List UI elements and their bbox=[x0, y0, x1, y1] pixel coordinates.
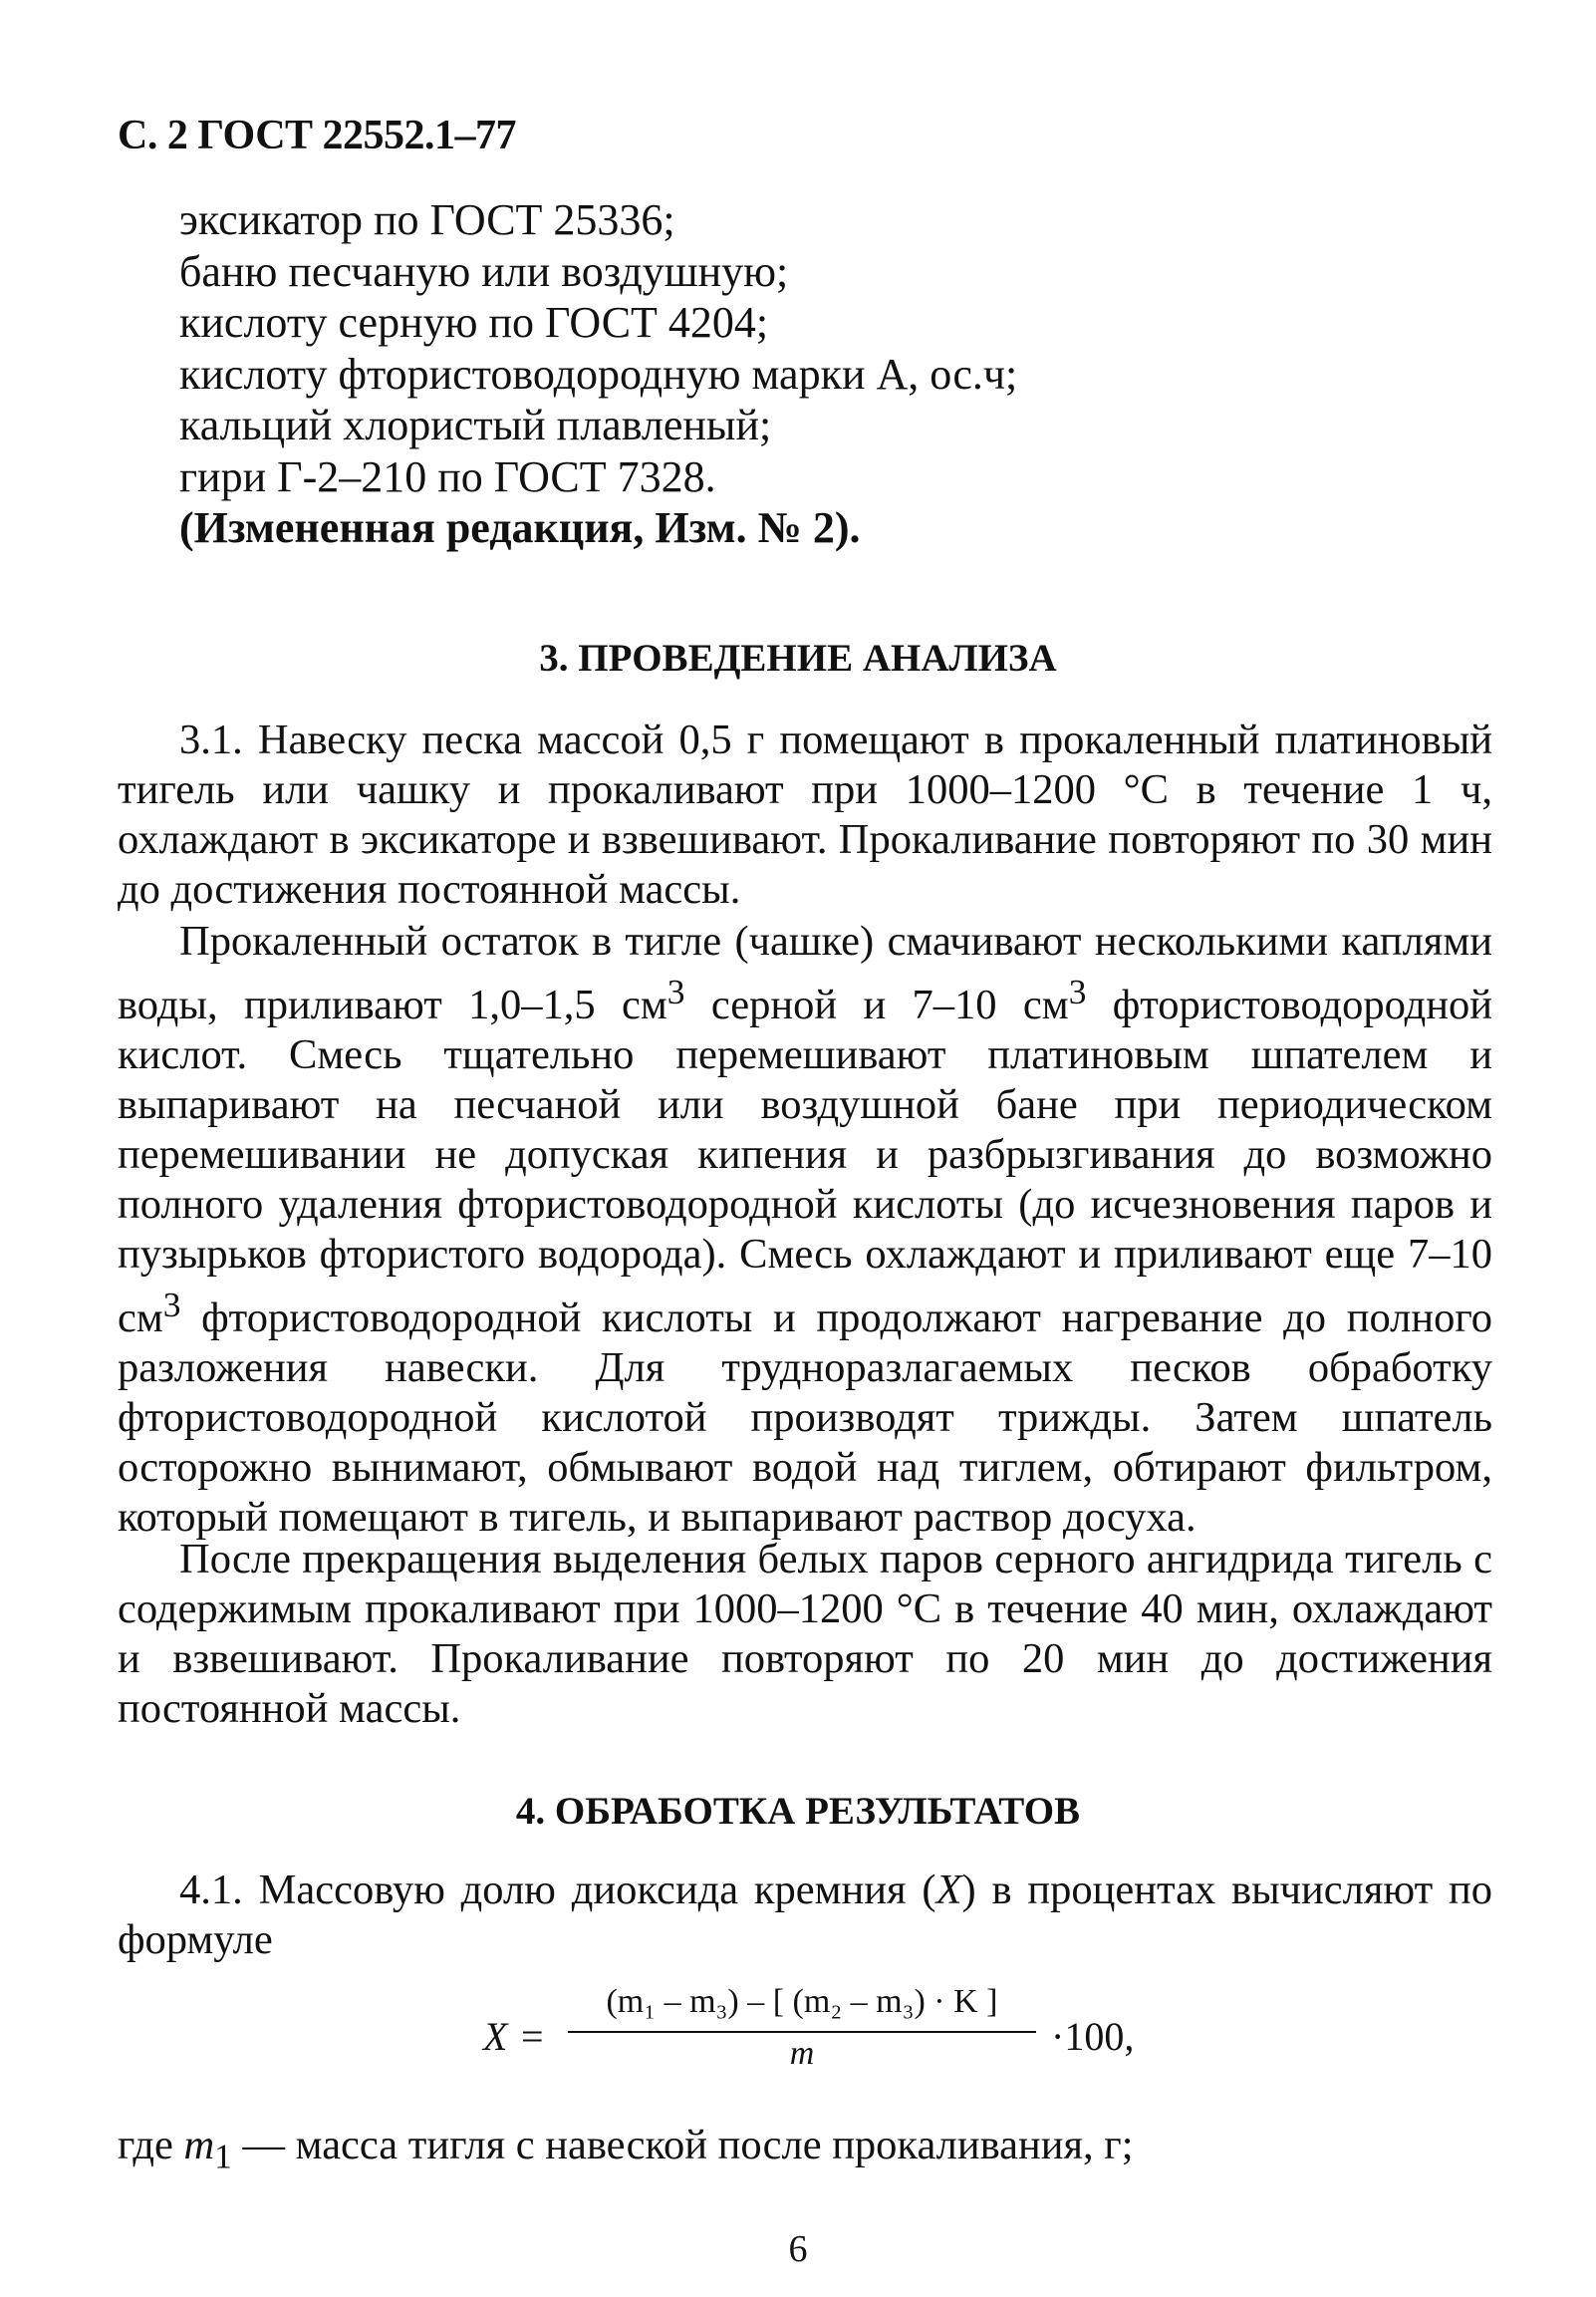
variable: m bbox=[183, 2122, 215, 2168]
superscript: 3 bbox=[162, 1285, 181, 1325]
materials-item: кислоту фтористоводородную марки А, ос.ч; bbox=[179, 349, 1018, 399]
page-number: 6 bbox=[788, 2228, 808, 2270]
text-run: — масса тигля с навеской после прокаливания, г; bbox=[231, 2122, 1134, 2168]
materials-item: гири Г-2–210 по ГОСТ 7328. bbox=[179, 451, 716, 501]
variable-definition bbox=[118, 2121, 1134, 2177]
materials-item: эксикатор по ГОСТ 25336; bbox=[179, 195, 675, 244]
fraction-bar bbox=[568, 2031, 1036, 2033]
section-3-heading: 3. ПРОВЕДЕНИЕ АНАЛИЗА bbox=[539, 637, 1057, 680]
amendment-note: (Измененная редакция, Изм. № 2). bbox=[179, 503, 861, 552]
text-run: 4.1. Массовую долю диоксида кремния ( bbox=[179, 1866, 936, 1913]
formula-equals: = bbox=[521, 2014, 544, 2059]
page-header: С. 2 ГОСТ 22552.1–77 bbox=[118, 113, 517, 158]
paragraph-3-1-final: После прекращения выделения белых паров серного ангидрида тигель с содержимым прокаливают при 1000–1200 °С в течение 40 мин, охлаждают и взвешивают. Прокаливание повторяют по 20 мин до достижения постоянной массы. bbox=[118, 1536, 1492, 1732]
text-run: где bbox=[118, 2122, 184, 2168]
variable: X bbox=[935, 1866, 962, 1913]
text-run: серной и 7–10 см bbox=[684, 982, 1069, 1029]
superscript: 3 bbox=[1068, 972, 1087, 1011]
paragraph-3-1: 3.1. Навеску песка массой 0,5 г помещают в прокаленный платиновый тигель или чашку и прокаливают при 1000–1200 °С в течение 1 ч, охлаждают в эксикаторе и взвешивают. Прокаливание повторяют по 30 мин до достижения постоянной массы. bbox=[118, 717, 1492, 913]
materials-list bbox=[179, 194, 1017, 554]
text-run: фтористоводородной кислот. Смесь тщательно перемешивают платиновым шпателем и выпаривают на песчаной или воздушной бане при периодическом перемешивании не допуская кипения и разбрызгивания до возможно полного удаления фтористоводородной кислоты (до исчезновения паров и пузырьков фтористого водорода). Смесь охлаждают и приливают еще 7–10 см bbox=[118, 982, 1492, 1342]
text-run: Прокаленный остаток в тигле (чашке) смачивают несколькими каплями воды, приливают 1,0–1,5 см bbox=[118, 918, 1492, 1029]
subscript: 1 bbox=[214, 2136, 232, 2176]
section-4-heading: 4. ОБРАБОТКА РЕЗУЛЬТАТОВ bbox=[515, 1790, 1081, 1833]
formula bbox=[483, 1983, 1181, 2093]
paragraph-4-1 bbox=[118, 1866, 1492, 1965]
paragraph-3-1-continued bbox=[118, 917, 1492, 1543]
materials-item: баню песчаную или воздушную; bbox=[179, 246, 789, 296]
materials-item: кислоту серную по ГОСТ 4204; bbox=[179, 298, 769, 347]
formula-lhs: X bbox=[483, 2014, 508, 2059]
superscript: 3 bbox=[666, 972, 685, 1011]
text-run: фтористоводородной кислоты и продолжают нагревание до полного разложения навески. Для трудноразлагаемых песков обработку фтористоводородной кислотой производят трижды. Затем шпатель осторожно вынимают, обмывают водой над тиглем, обтирают фильтром, который помещают в тигель, и выпаривают раствор досуха. bbox=[118, 1294, 1492, 1542]
text-run: ) в процентах вычисляют по формуле bbox=[118, 1866, 1493, 1963]
formula-denominator: m bbox=[789, 2035, 815, 2072]
formula-multiplier: ·100, bbox=[1051, 2014, 1135, 2059]
formula-numerator: (m₁ – m₃) – [ (m₂ – m₃) · K ] bbox=[606, 1983, 998, 2020]
materials-item: кальций хлористый плавленый; bbox=[179, 401, 772, 449]
